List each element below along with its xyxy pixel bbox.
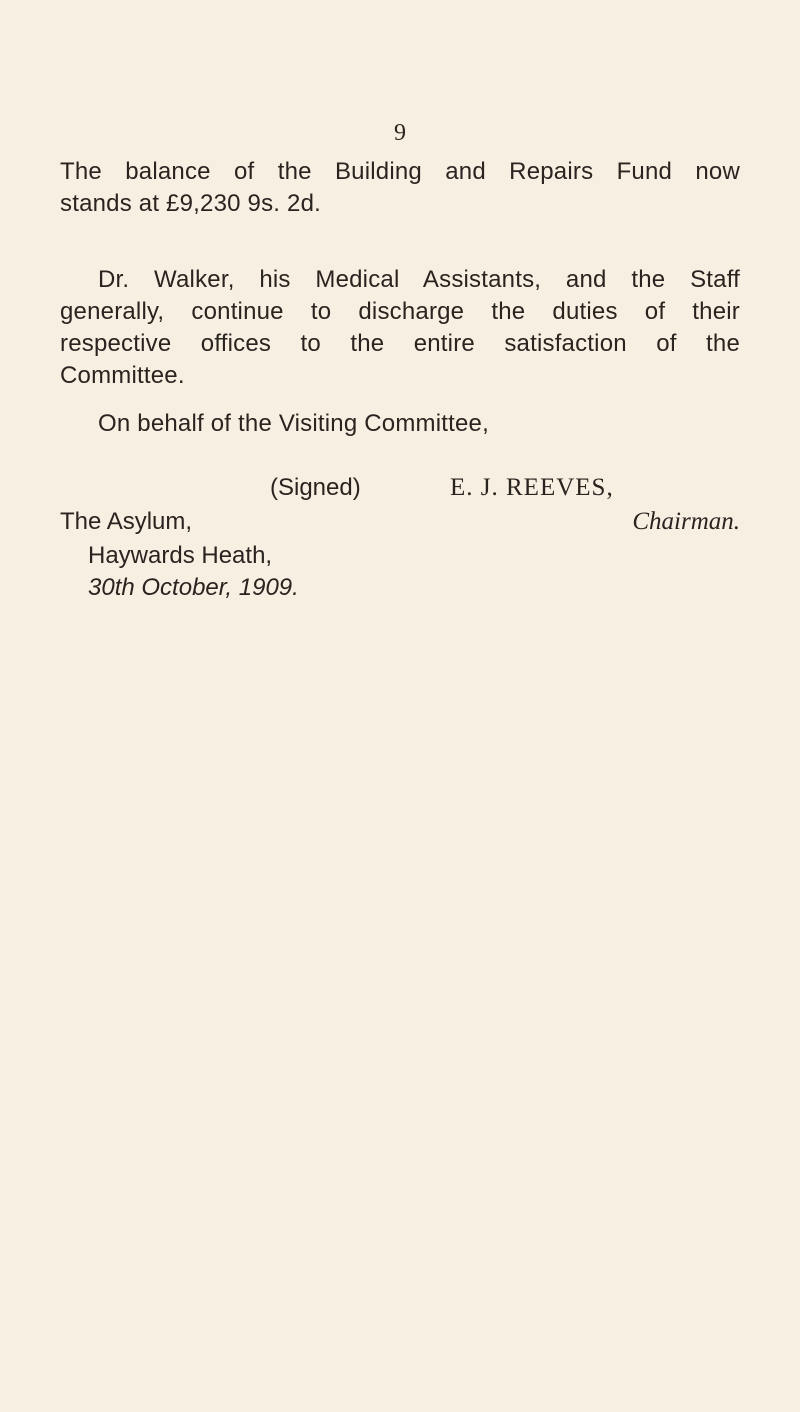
paragraph-staff [60,264,740,392]
paragraph-line: Committee. [60,362,185,389]
paragraph-on-behalf [60,408,740,440]
signed-label: (Signed) [270,474,361,501]
page-number: 9 [394,120,406,146]
signatory-name: E. J. REEVES, [450,474,614,501]
paragraph-line: respective offices to the entire satisfaction of the [60,330,740,357]
signature-line [0,474,800,506]
paragraph-line: Dr. Walker, his Medical Assistants, and the Staff [98,266,740,293]
paragraph-line: generally, continue to discharge the duties of their [60,298,740,325]
address-line: Haywards Heath, [88,542,273,569]
paragraph-building-fund [60,156,740,220]
paragraph-line: The balance of the Building and Repairs Fund now [60,158,740,185]
document-date: 30th October, 1909. [88,574,299,601]
address-line: The Asylum, [60,508,193,535]
signatory-role: Chairman. [632,508,740,535]
paragraph-line: stands at £9,230 9s. 2d. [60,190,321,217]
paragraph-line: On behalf of the Visiting Committee, [98,410,489,437]
